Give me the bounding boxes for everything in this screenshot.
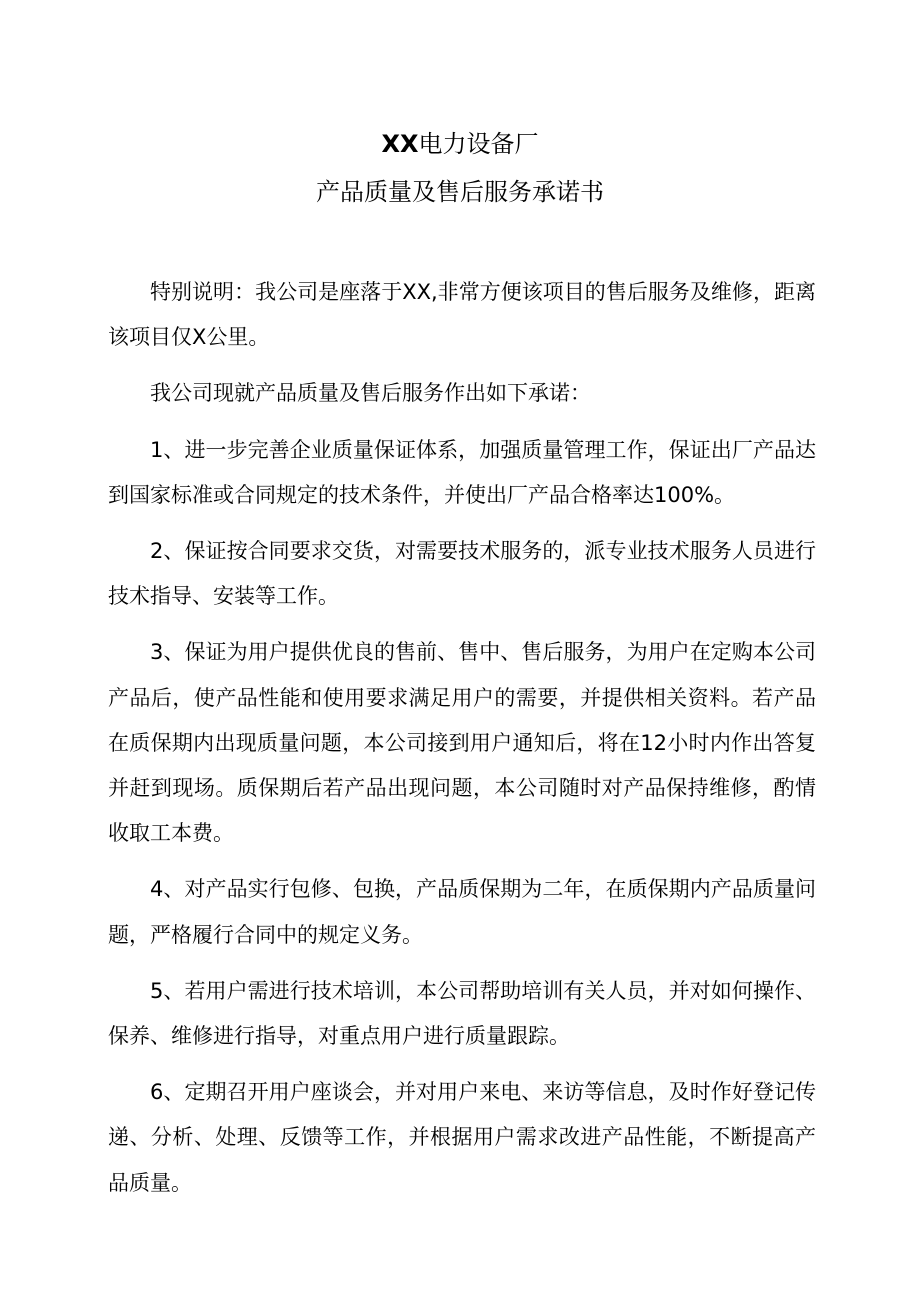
commitment-item-2: 2、保证按合同要求交货，对需要技术服务的，派专业技术服务人员进行技术指导、安装等工作。 xyxy=(108,539,816,609)
commitment-item-3: 3、保证为用户提供优良的售前、售中、售后服务，为用户在定购本公司产品后，使产品性能和使用要求满足用户的需要，并提供相关资料。若产品在质保期内出现质量问题，本公司接到用户通知后，将在12小时内作出答复并赶到现场。质保期后若产品出现问题，本公司随时对产品保持维修，酌情收取工本费。 xyxy=(108,640,816,846)
company-title xyxy=(0,126,920,162)
commitment-item-4: 4、对产品实行包修、包换，产品质保期为二年，在质保期内产品质量问题，严格履行合同中的规定义务。 xyxy=(108,877,816,947)
company-prefix: XX xyxy=(381,130,419,158)
commitment-item-5: 5、若用户需进行技术培训，本公司帮助培训有关人员，并对如何操作、保养、维修进行指导，对重点用户进行质量跟踪。 xyxy=(108,978,816,1049)
document-title: 产品质量及售后服务承诺书 xyxy=(316,178,604,206)
document-body xyxy=(108,270,816,1217)
commitment-item-1: 1、进一步完善企业质量保证体系，加强质量管理工作，保证出厂产品达到国家标准或合同规定的技术条件，并使出厂产品合格率达100%。 xyxy=(108,437,816,507)
commitment-intro-paragraph: 我公司现就产品质量及售后服务作出如下承诺： xyxy=(150,381,591,406)
company-name: 电力设备厂 xyxy=(418,130,539,158)
special-note-paragraph: 特别说明：我公司是座落于XX,非常方便该项目的售后服务及维修，距离该项目仅X公里。 xyxy=(108,280,816,350)
commitment-item-6: 6、定期召开用户座谈会，并对用户来电、来访等信息，及时作好登记传递、分析、处理、反馈等工作，并根据用户需求改进产品性能，不断提高产品质量。 xyxy=(108,1080,816,1195)
